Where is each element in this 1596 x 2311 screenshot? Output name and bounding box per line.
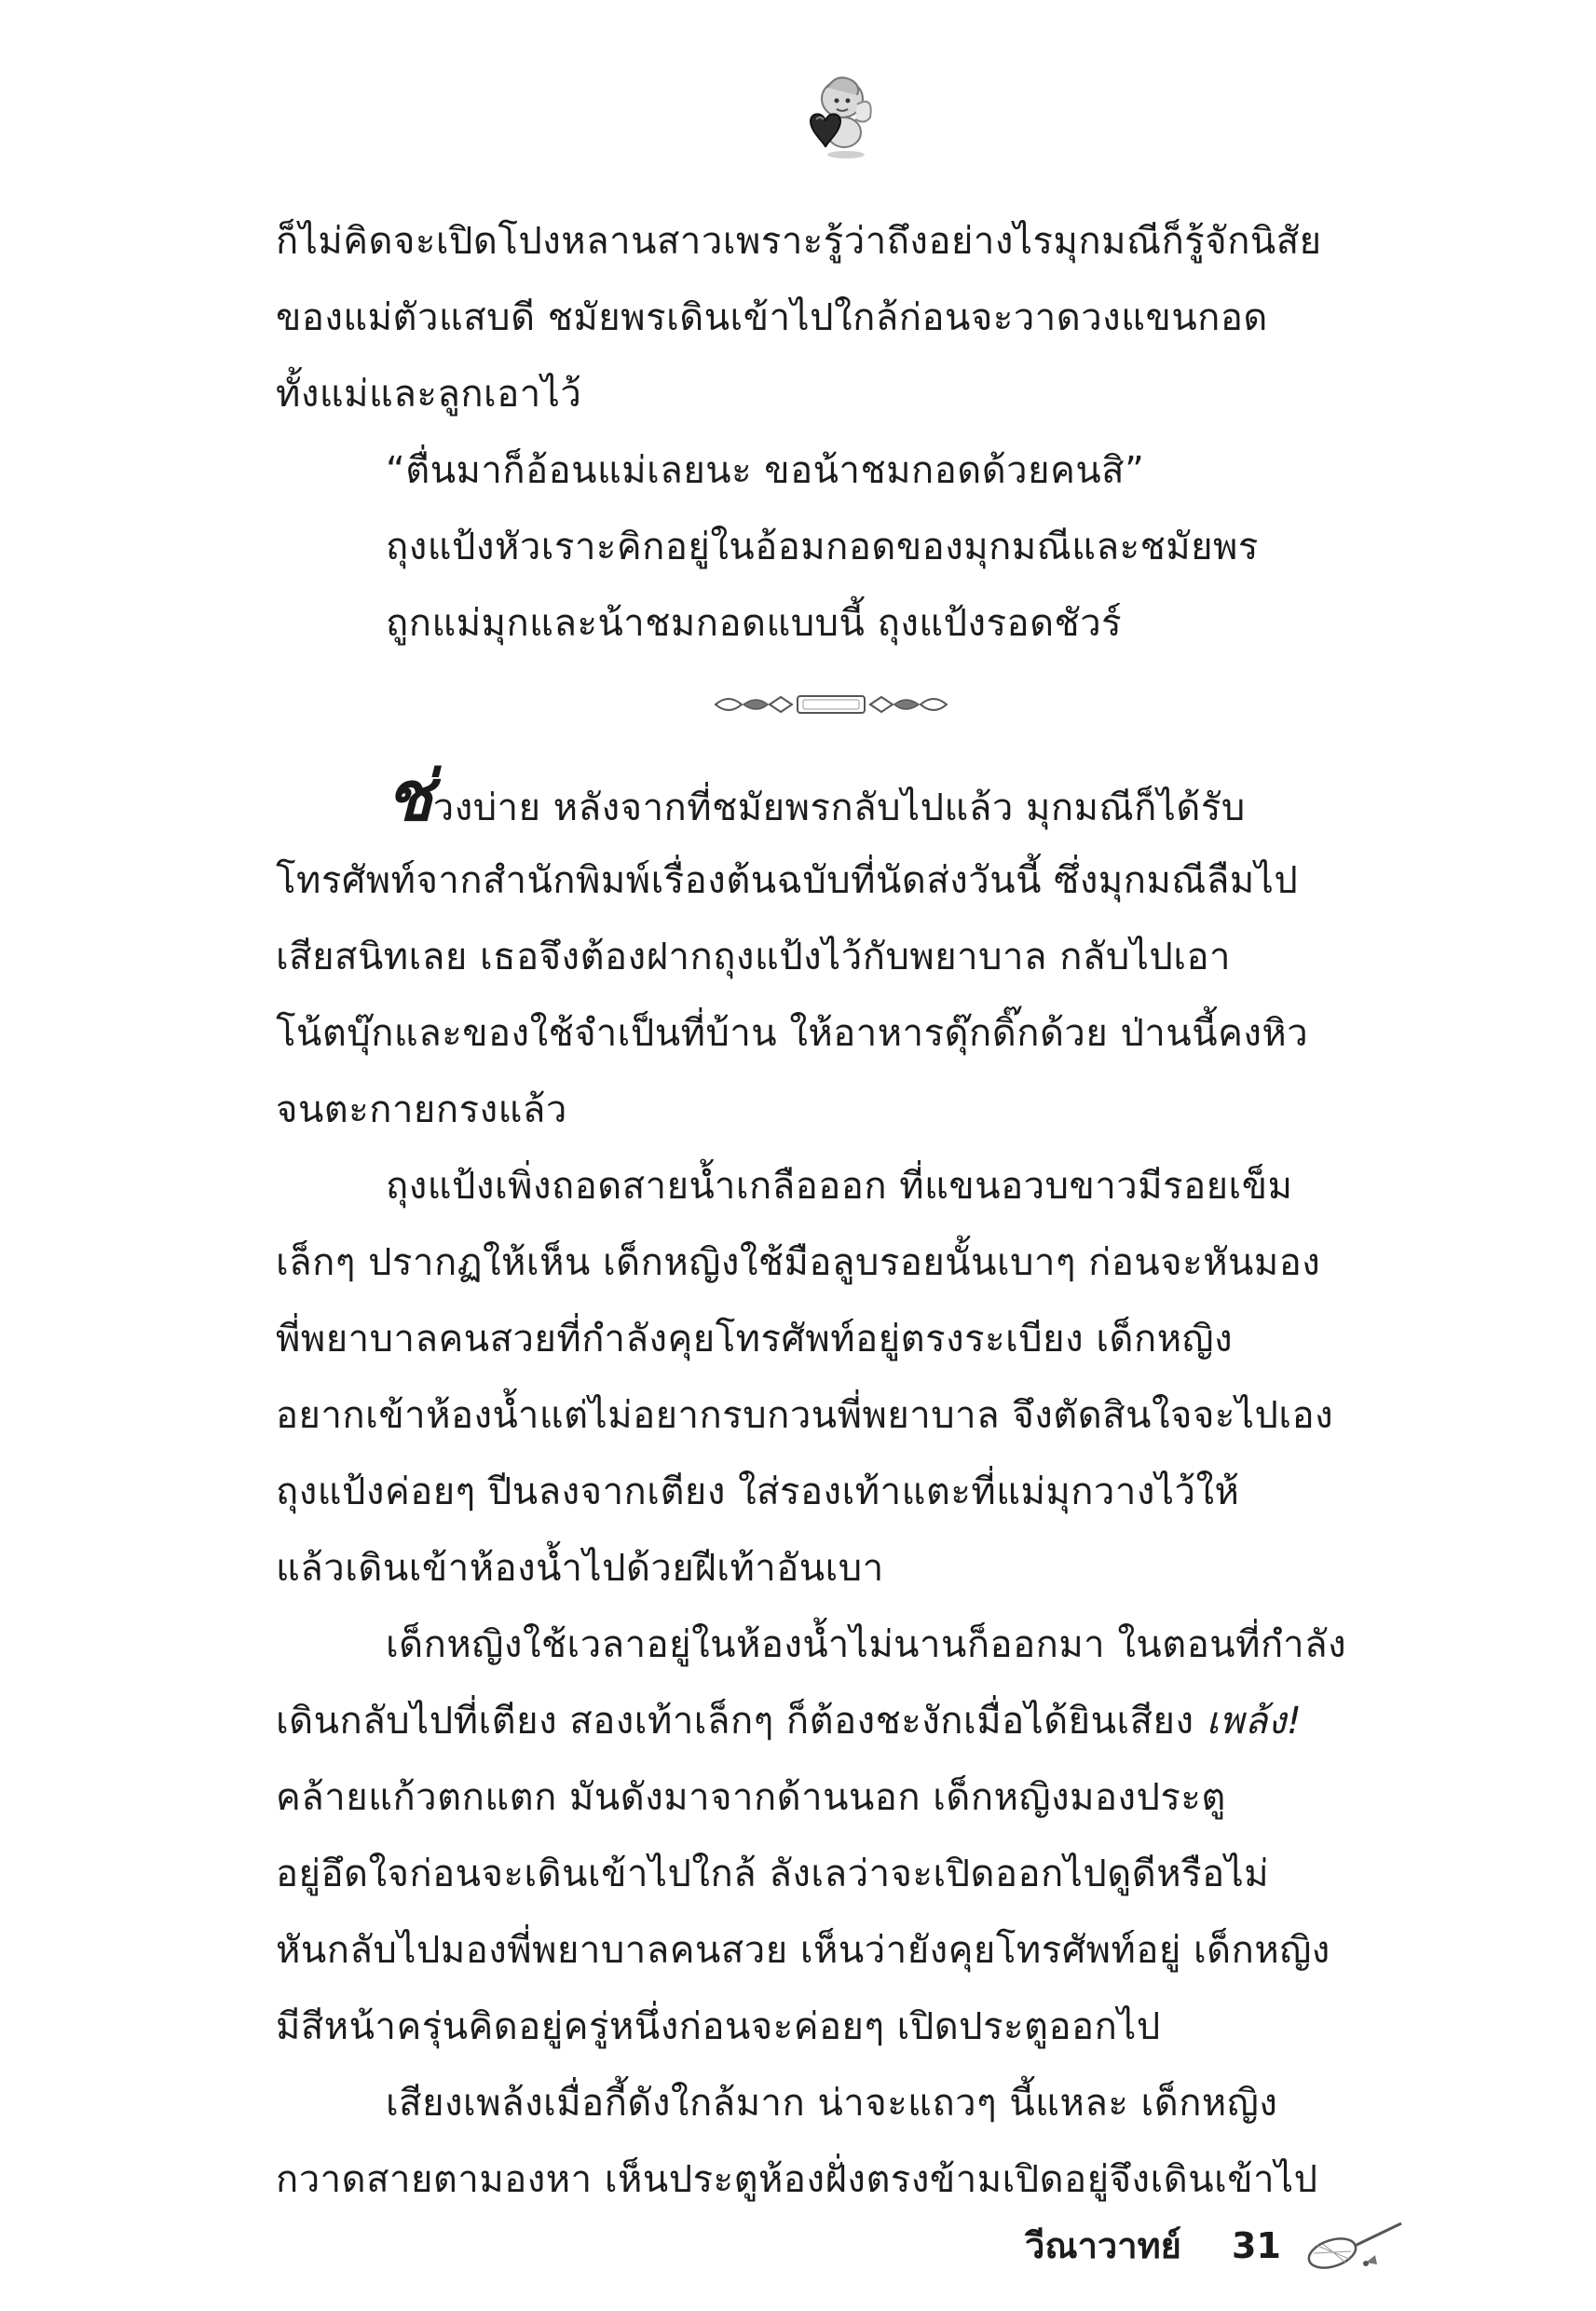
text-line: เสียงเพล้งเมื่อกี้ดังใกล้มาก น่าจะแถวๆ นี้แหละ เด็กหญิง xyxy=(386,2082,1278,2125)
body-text xyxy=(276,203,1411,2218)
cherub-with-heart-icon xyxy=(790,67,876,160)
page-number: 31 xyxy=(1232,2225,1281,2266)
text-line: ถุงแป้งค่อยๆ ปีนลงจากเตียง ใส่รองเท้าแตะที่แม่มุกวางไว้ให้ xyxy=(276,1470,1240,1513)
dropcap-letter: ช่ xyxy=(386,759,433,837)
text-line: ของแม่ตัวแสบดี ชมัยพรเดินเข้าไปใกล้ก่อนจะวาดวงแขนกอด xyxy=(276,296,1268,339)
text-line: หันกลับไปมองพี่พยาบาลคนสวย เห็นว่ายังคุยโทรศัพท์อยู่ เด็กหญิง xyxy=(276,1929,1330,1972)
text-line: แล้วเดินเข้าห้องน้ำไปด้วยฝีเท้าอันเบา xyxy=(276,1547,884,1590)
badminton-racket-icon xyxy=(1304,2218,1407,2274)
text-line: ถูกแม่มุกและน้าชมกอดแบบนี้ ถุงแป้งรอดชัวร์ xyxy=(386,602,1123,645)
text-line: กวาดสายตามองหา เห็นประตูห้องฝั่งตรงข้ามเปิดอยู่จึงเดินเข้าไป xyxy=(276,2158,1318,2201)
text-line: มีสีหน้าครุ่นคิดอยู่ครู่หนึ่งก่อนจะค่อยๆ เปิดประตูออกไป xyxy=(276,2005,1161,2048)
text-line xyxy=(276,1683,1411,1759)
text-line: ถุงแป้งเพิ่งถอดสายน้ำเกลือออก ที่แขนอวบขาวมีรอยเข็ม xyxy=(386,1165,1293,1208)
text-line: เล็กๆ ปรากฏให้เห็น เด็กหญิงใช้มือลูบรอยนั้นเบาๆ ก่อนจะหันมอง xyxy=(276,1241,1321,1284)
text-line: อยู่อึดใจก่อนจะเดินเข้าไปใกล้ ลังเลว่าจะเปิดออกไปดูดีหรือไม่ xyxy=(276,1853,1270,1895)
text-line: ทั้งแม่และลูกเอาไว้ xyxy=(276,373,582,416)
text-line: โทรศัพท์จากสำนักพิมพ์เรื่องต้นฉบับที่นัดส่งวันนี้ ซึ่งมุกมณีลืมไป xyxy=(276,859,1299,902)
text-line: เสียสนิทเลย เธอจึงต้องฝากถุงแป้งไว้กับพยาบาล กลับไปเอา xyxy=(276,936,1231,978)
sound-effect-text: เพล้ง! xyxy=(1206,1700,1303,1743)
dropcap-paragraph-start xyxy=(276,759,1411,842)
text-line: ก็ไม่คิดจะเปิดโปงหลานสาวเพราะรู้ว่าถึงอย่างไรมุกมณีก็รู้จักนิสัย xyxy=(276,220,1322,263)
dropcap-line-text: วงบ่าย หลังจากที่ชมัยพรกลับไปแล้ว มุกมณีก็ได้รับ xyxy=(432,786,1246,829)
page-footer xyxy=(1025,2218,1416,2274)
book-title: วีณาวาทย์ xyxy=(1025,2225,1181,2266)
text-line: อยากเข้าห้องน้ำแต่ไม่อยากรบกวนพี่พยาบาล จึงตัดสินใจจะไปเอง xyxy=(276,1394,1334,1437)
text-line-part: เดินกลับไปที่เตียง สองเท้าเล็กๆ ก็ต้องชะงักเมื่อได้ยินเสียง xyxy=(276,1700,1194,1743)
ornamental-divider-icon xyxy=(710,686,952,723)
text-line: ถุงแป้งหัวเราะคิกอยู่ในอ้อมกอดของมุกมณีและชมัยพร xyxy=(386,526,1259,568)
text-line: เด็กหญิงใช้เวลาอยู่ในห้องน้ำไม่นานก็ออกมา ในตอนที่กำลัง xyxy=(386,1623,1347,1666)
text-line: จนตะกายกรงแล้ว xyxy=(276,1088,567,1131)
dialogue-line: “ตื่นมาก็อ้อนแม่เลยนะ ขอน้าชมกอดด้วยคนสิ” xyxy=(386,449,1145,492)
text-line: พี่พยาบาลคนสวยที่กำลังคุยโทรศัพท์อยู่ตรงระเบียง เด็กหญิง xyxy=(276,1318,1234,1361)
text-line: คล้ายแก้วตกแตก มันดังมาจากด้านนอก เด็กหญิงมองประตู xyxy=(276,1776,1226,1819)
text-line: โน้ตบุ๊กและของใช้จำเป็นที่บ้าน ให้อาหารดุ๊กดิ๊กด้วย ป่านนี้คงหิว xyxy=(276,1012,1309,1055)
section-divider xyxy=(276,662,1411,759)
